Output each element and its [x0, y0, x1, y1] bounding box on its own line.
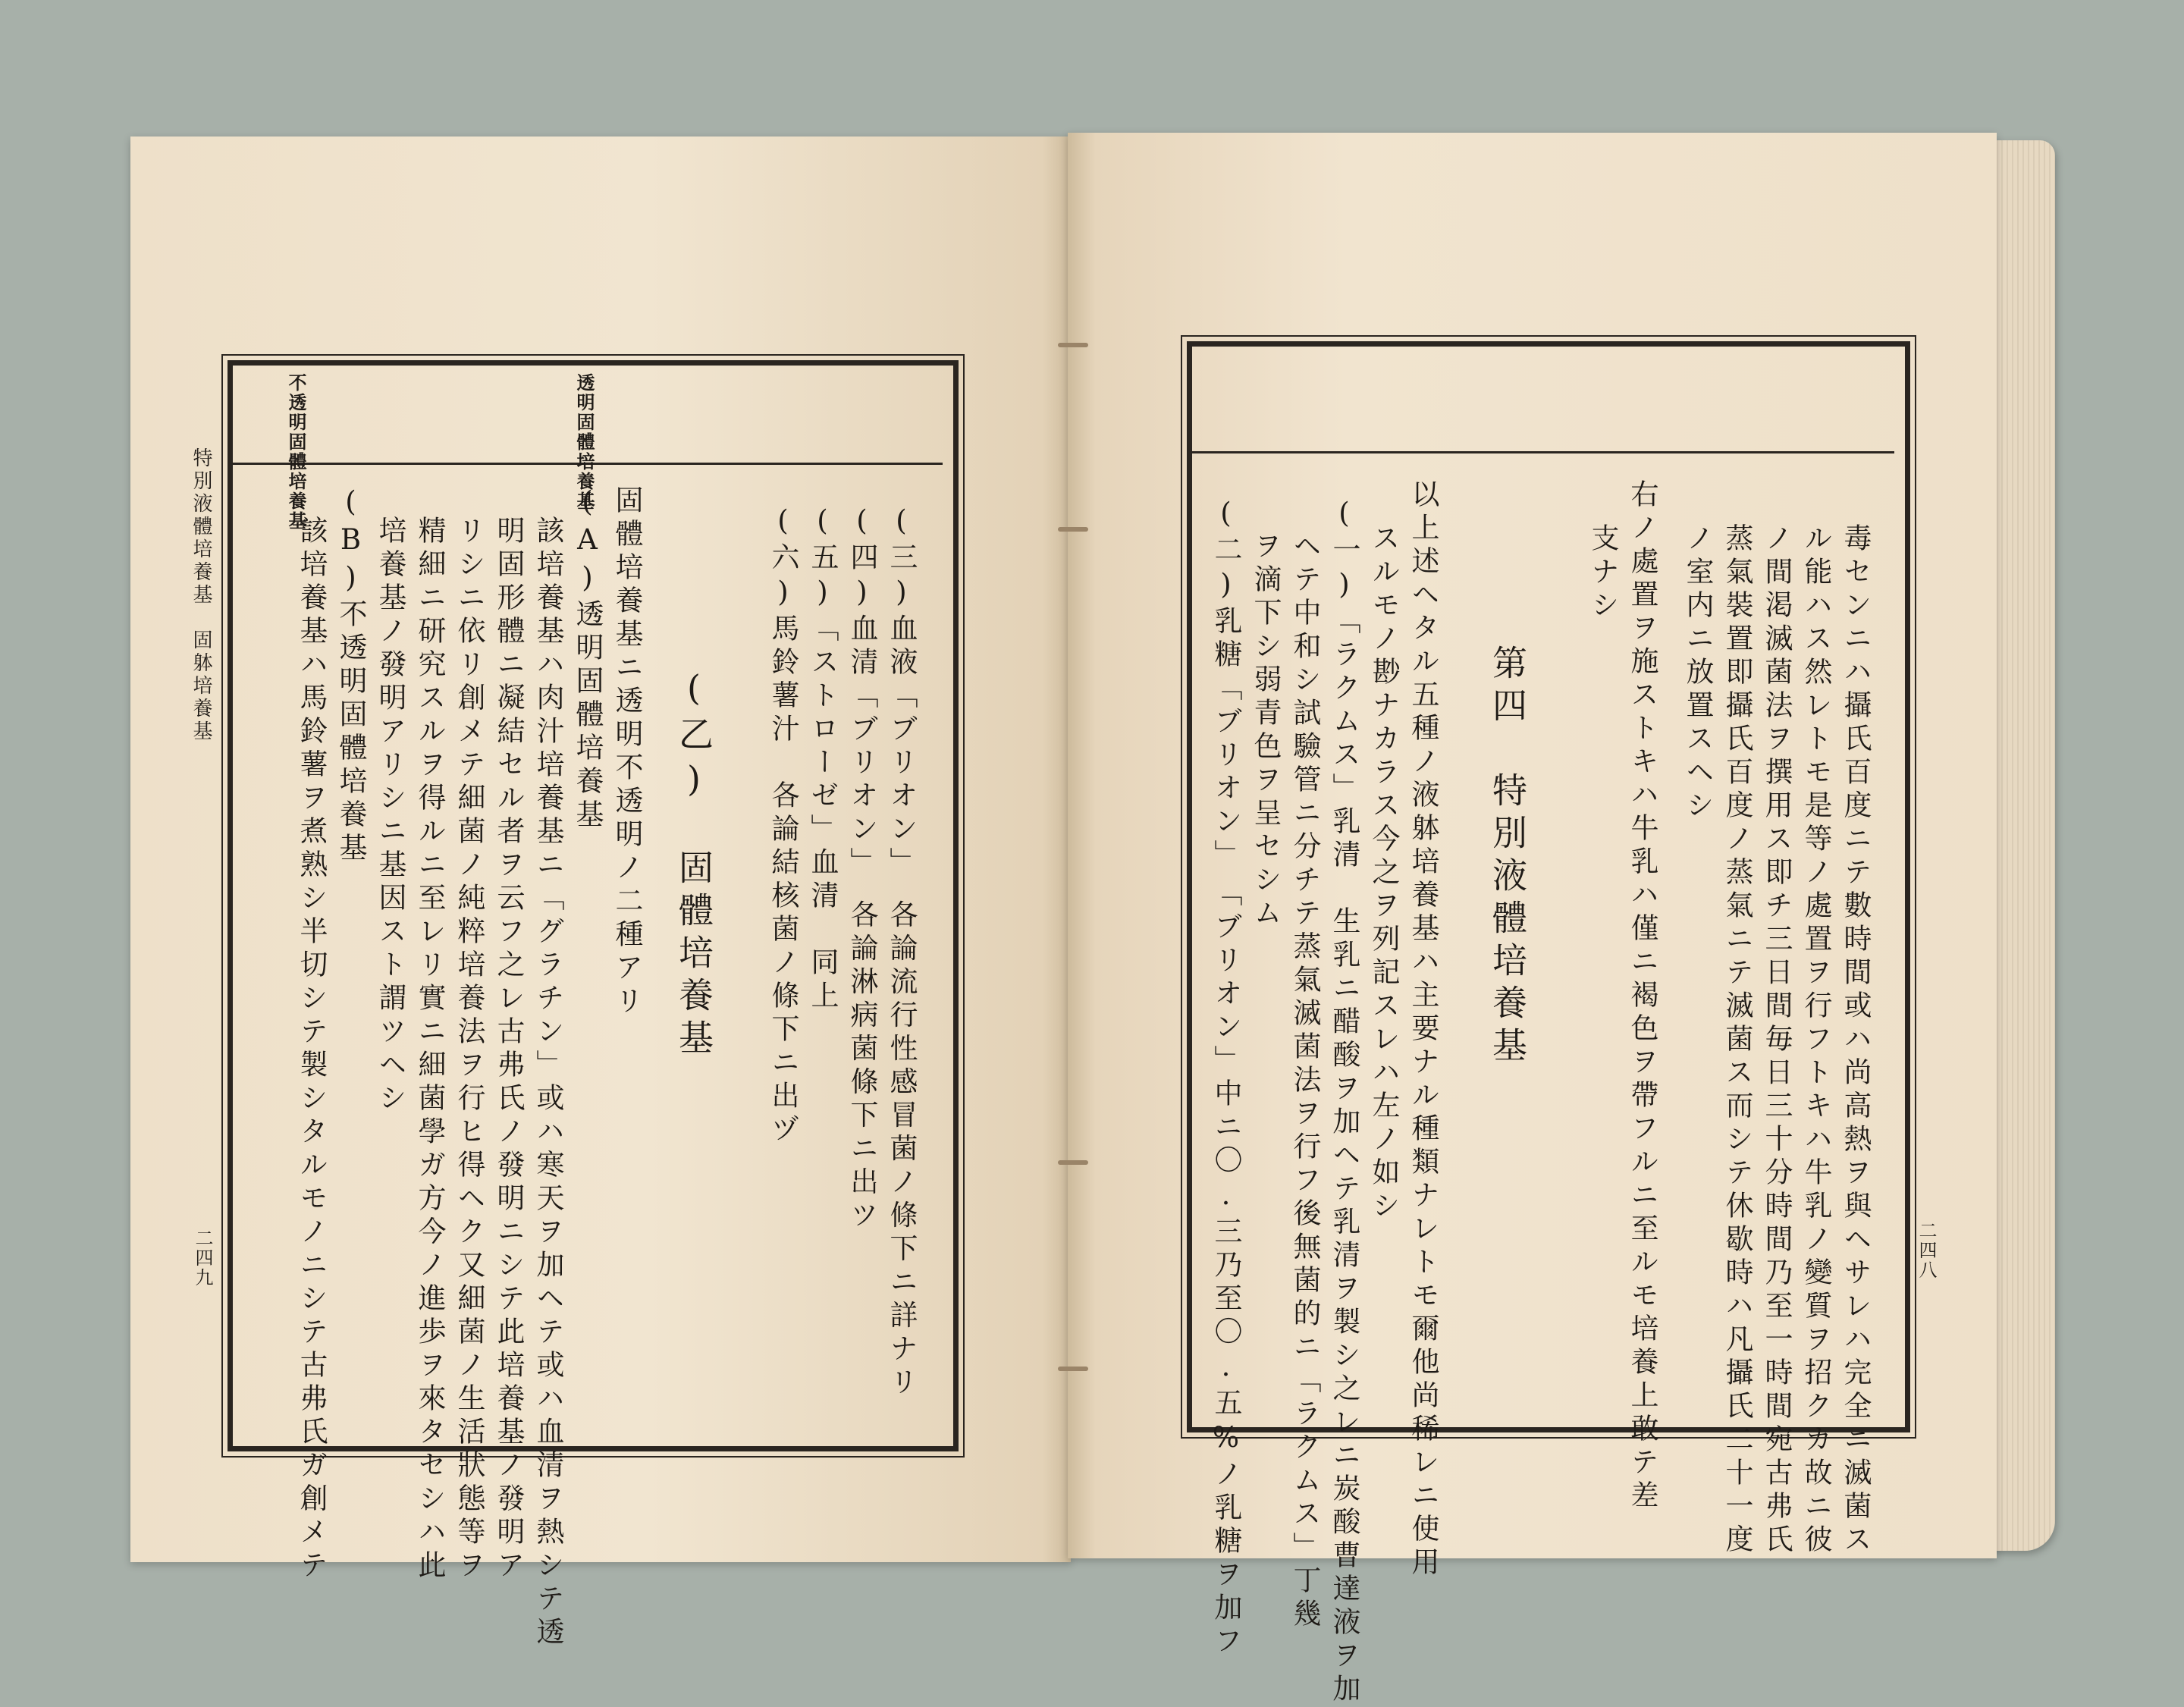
- header-label: 不透明固體培養基: [285, 373, 307, 531]
- text-column: 精細ニ研究スルヲ得ルニ至レリ實ニ細菌學ガ方今ノ進歩ヲ來タセシハ此: [413, 516, 446, 1583]
- header-label: 透明固體培養基: [573, 373, 595, 511]
- text-column: 毒センニハ攝氏百度ニテ數時間或ハ尚高熱ヲ與ヘサレハ完全ニ滅菌ス: [1839, 523, 1872, 1558]
- text-column: 固體培養基ニ透明不透明ノ二種アリ: [610, 485, 643, 1019]
- binding-stitch: [1058, 527, 1088, 532]
- text-column: リシニ依リ創メテ細菌ノ純粹培養法ヲ行ヒ得ヘク又細菌ノ生活狀態等ヲ: [453, 516, 485, 1583]
- text-column: (四)血清「ブリオン」 各論淋病菌條下ニ出ツ: [846, 504, 878, 1234]
- text-column: (A)透明固體培養基: [571, 485, 604, 833]
- text-column: ヘテ中和シ試驗管ニ分チテ蒸氣滅菌法ヲ行フ後無菌的ニ「ラクムス」丁幾: [1288, 531, 1321, 1632]
- right-page-number: 二四八: [1916, 1221, 1937, 1280]
- text-column: 該培養基ハ肉汁培養基ニ「グラチン」或ハ寒天ヲ加ヘテ或ハ血清ヲ熱シテ透: [532, 516, 564, 1650]
- right-header-rule: [1192, 451, 1894, 453]
- text-column: (三)血液「ブリオン」 各論流行性感冒菌ノ條下ニ詳ナリ: [885, 504, 918, 1401]
- text-column: ヲ滴下シ弱青色ヲ呈セシム: [1249, 531, 1282, 931]
- text-column: (五)「ストローゼ」血清 同上: [806, 504, 839, 1014]
- text-column: 支ナシ: [1586, 523, 1619, 623]
- text-column: 該培養基ハ馬鈴薯ヲ煮熟シ半切シテ製シタルモノニシテ古弗氏ガ創メテ: [295, 516, 328, 1583]
- text-column: (六)馬鈴薯汁 各論結核菌ノ條下ニ出ヅ: [767, 504, 799, 1147]
- text-column: (B)不透明固體培養基: [334, 485, 367, 866]
- binding-stitch: [1058, 343, 1088, 347]
- text-column: 明固形體ニ凝結セル者ヲ云フ之レ古弗氏ノ發明ニシテ此培養基ノ發明ア: [492, 516, 525, 1583]
- text-column: スルモノ尠ナカラス今之ヲ列記スレハ左ノ如シ: [1367, 523, 1400, 1224]
- text-column: 右ノ處置ヲ施ストキハ牛乳ハ僅ニ褐色ヲ帶フルニ至ルモ培養上敢テ差: [1626, 479, 1658, 1514]
- running-head: 特別液體培養基 固躰培養基: [190, 447, 212, 743]
- section-heading: 第四 特別液體培養基: [1487, 645, 1528, 1069]
- binding-stitch: [1058, 1160, 1088, 1165]
- text-column: ノ間渇滅菌法ヲ撰用ス即チ三日間毎日三十分時間乃至一時間宛古弗氏: [1760, 523, 1793, 1558]
- text-column: ル能ハス然レトモ是等ノ處置ヲ行フトキハ牛乳ノ變質ヲ招クカ故ニ彼: [1800, 523, 1832, 1558]
- text-column: ノ室内ニ放置スヘシ: [1681, 523, 1714, 824]
- binding-stitch: [1058, 1367, 1088, 1371]
- text-column: (一)「ラクムス」乳清 生乳ニ醋酸ヲ加ヘテ乳清ヲ製シ之レニ炭酸曹達液ヲ加: [1328, 497, 1360, 1707]
- section-heading: (乙) 固體培養基: [673, 667, 714, 1062]
- text-column: (二)乳糖「ブリオン」 「ブリオン」中ニ〇.三乃至〇.五%ノ乳糖ヲ加フ: [1210, 497, 1242, 1659]
- text-column: 蒸氣裝置即攝氏百度ノ蒸氣ニテ滅菌ス而シテ休歇時ハ凡攝氏二十一度: [1721, 523, 1753, 1558]
- text-column: 培養基ノ發明アリシニ基因スト謂ツヘシ: [374, 516, 406, 1116]
- page-edges: [1987, 140, 2055, 1551]
- text-column: 以上述ヘタル五種ノ液躰培養基ハ主要ナル種類ナレトモ爾他尚稀レニ使用: [1407, 479, 1439, 1580]
- left-page-number: 二四九: [192, 1228, 213, 1288]
